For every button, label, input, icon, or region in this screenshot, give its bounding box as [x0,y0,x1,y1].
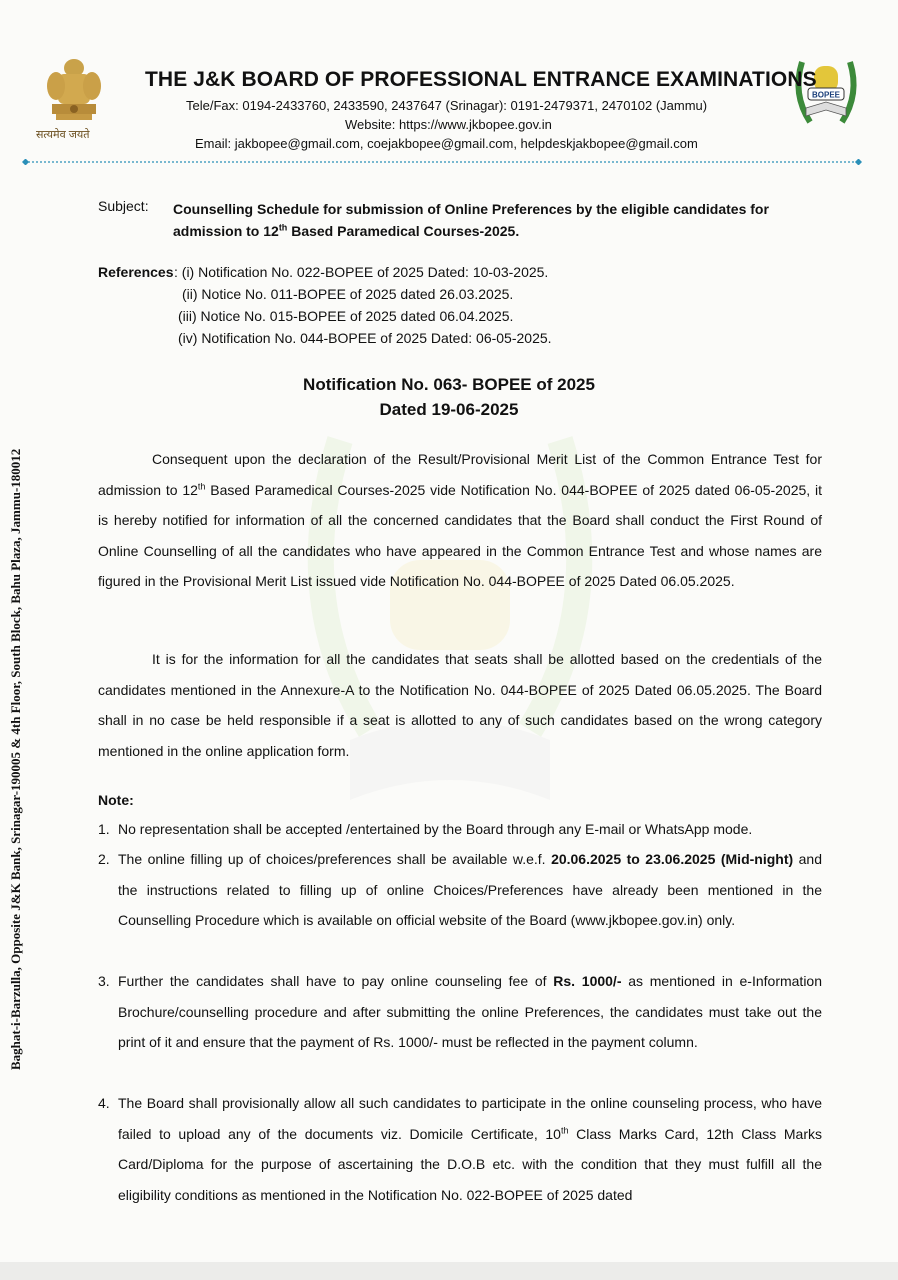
note-item-3: 3. Further the candidates shall have to pay online counseling fee of Rs. 1000/- as mentioned in e-Information Brochure/counselling procedure and after submitting the online Preferences, the candidates must take out the print of it and ensure that the payment of Rs. 1000/- must be reflected in the payment column. [98,973,822,1050]
references-label: References [98,264,174,280]
bottom-edge [0,1262,898,1280]
org-name: THE J&K BOARD OF PROFESSIONAL ENTRANCE EXAMINATIONS [145,68,817,91]
website-line: Website: https://www.jkbopee.gov.in [345,117,552,132]
contact-line: Tele/Fax: 0194-2433760, 2433590, 2437647 (Srinagar): 0191-2479371, 2470102 (Jammu) [186,98,708,113]
reference-item-4: (iv) Notification No. 044-BOPEE of 2025 Dated: 06-05-2025. [178,330,552,346]
note-item-1: 1. No representation shall be accepted /entertained by the Board through any E-mail or WhatsApp mode. [98,821,753,837]
emblem-caption: सत्यमेव जयते [36,129,90,141]
header-divider [22,159,862,165]
paragraph-2: It is for the information for all the candidates that seats shall be allotted based on the credentials of the candidates mentioned in the Annexure-A to the Notification No. 044-BOPEE of 2025 Dated 06.05.2025. The Board shall in no case be held responsible if a seat is allotted to any of such candidates based on the wrong category mentioned in the online application form. [98,651,822,759]
notification-number: Notification No. 063- BOPEE of 2025 [303,375,595,394]
subject-text [173,198,813,242]
notification-date: Dated 19-06-2025 [379,400,519,419]
email-line: Email: jakbopee@gmail.com, coejakbopee@gmail.com, helpdeskjakbopee@gmail.com [195,136,698,151]
bopee-logo-text: BOPEE [811,90,841,100]
reference-item-3: (iii) Notice No. 015-BOPEE of 2025 dated 06.04.2025. [178,308,514,324]
note-label: Note: [98,792,134,808]
side-address: Baghat-i-Barzulla, Opposite J&K Bank, Srinagar-190005 & 4th Floor, South Block, Bahu Plaza, Jammu-180012 [8,448,23,1070]
reference-item-2: (ii) Notice No. 011-BOPEE of 2025 dated 26.03.2025. [182,286,514,302]
note-item-2: 2. The online filling up of choices/preferences shall be available w.e.f. 20.06.2025 to 23.06.2025 (Mid-night) and the instructions related to filling up of online Choices/Preferences have already been mentioned in the Counselling Procedure which is available on official website of the Board (www.jkbopee.gov.in) only. [98,851,822,928]
bopee-logo-icon [788,50,864,134]
paragraph-1: Consequent upon the declaration of the Result/Provisional Merit List of the Common Entrance Test for admission to 12th Based Paramedical Courses-2025 vide Notification No. 044-BOPEE of 2025 dated 06-05-2025, it is hereby notified for information of all the concerned candidates that the Board shall conduct the First Round of Online Counselling of all the candidates who have appeared in the Common Entrance Test and whose names are figured in the Provisional Merit List issued vide Notification No. 044-BOPEE of 2025 Dated 06.05.2025. [98,451,822,589]
reference-item-1: : (i) Notification No. 022-BOPEE of 2025 Dated: 10-03-2025. [174,264,549,280]
subject-line-2: admission to 12th Based Paramedical Courses-2025. [173,222,520,239]
subject-label: Subject: [98,198,149,214]
note-item-4: 4. The Board shall provisionally allow all such candidates to participate in the online counseling process, who have failed to upload any of the documents viz. Domicile Certificate, 10th Class Marks Card, 12th Class Marks Card/Diploma for the purpose of ascertaining the D.O.B etc. with the condition that they must fulfill all the eligibility conditions as mentioned in the Notification No. 022-BOPEE of 2025 dated [98,1095,823,1203]
subject-line-1: Counselling Schedule for submission of Online Preferences by the eligible candidates for [173,201,769,217]
